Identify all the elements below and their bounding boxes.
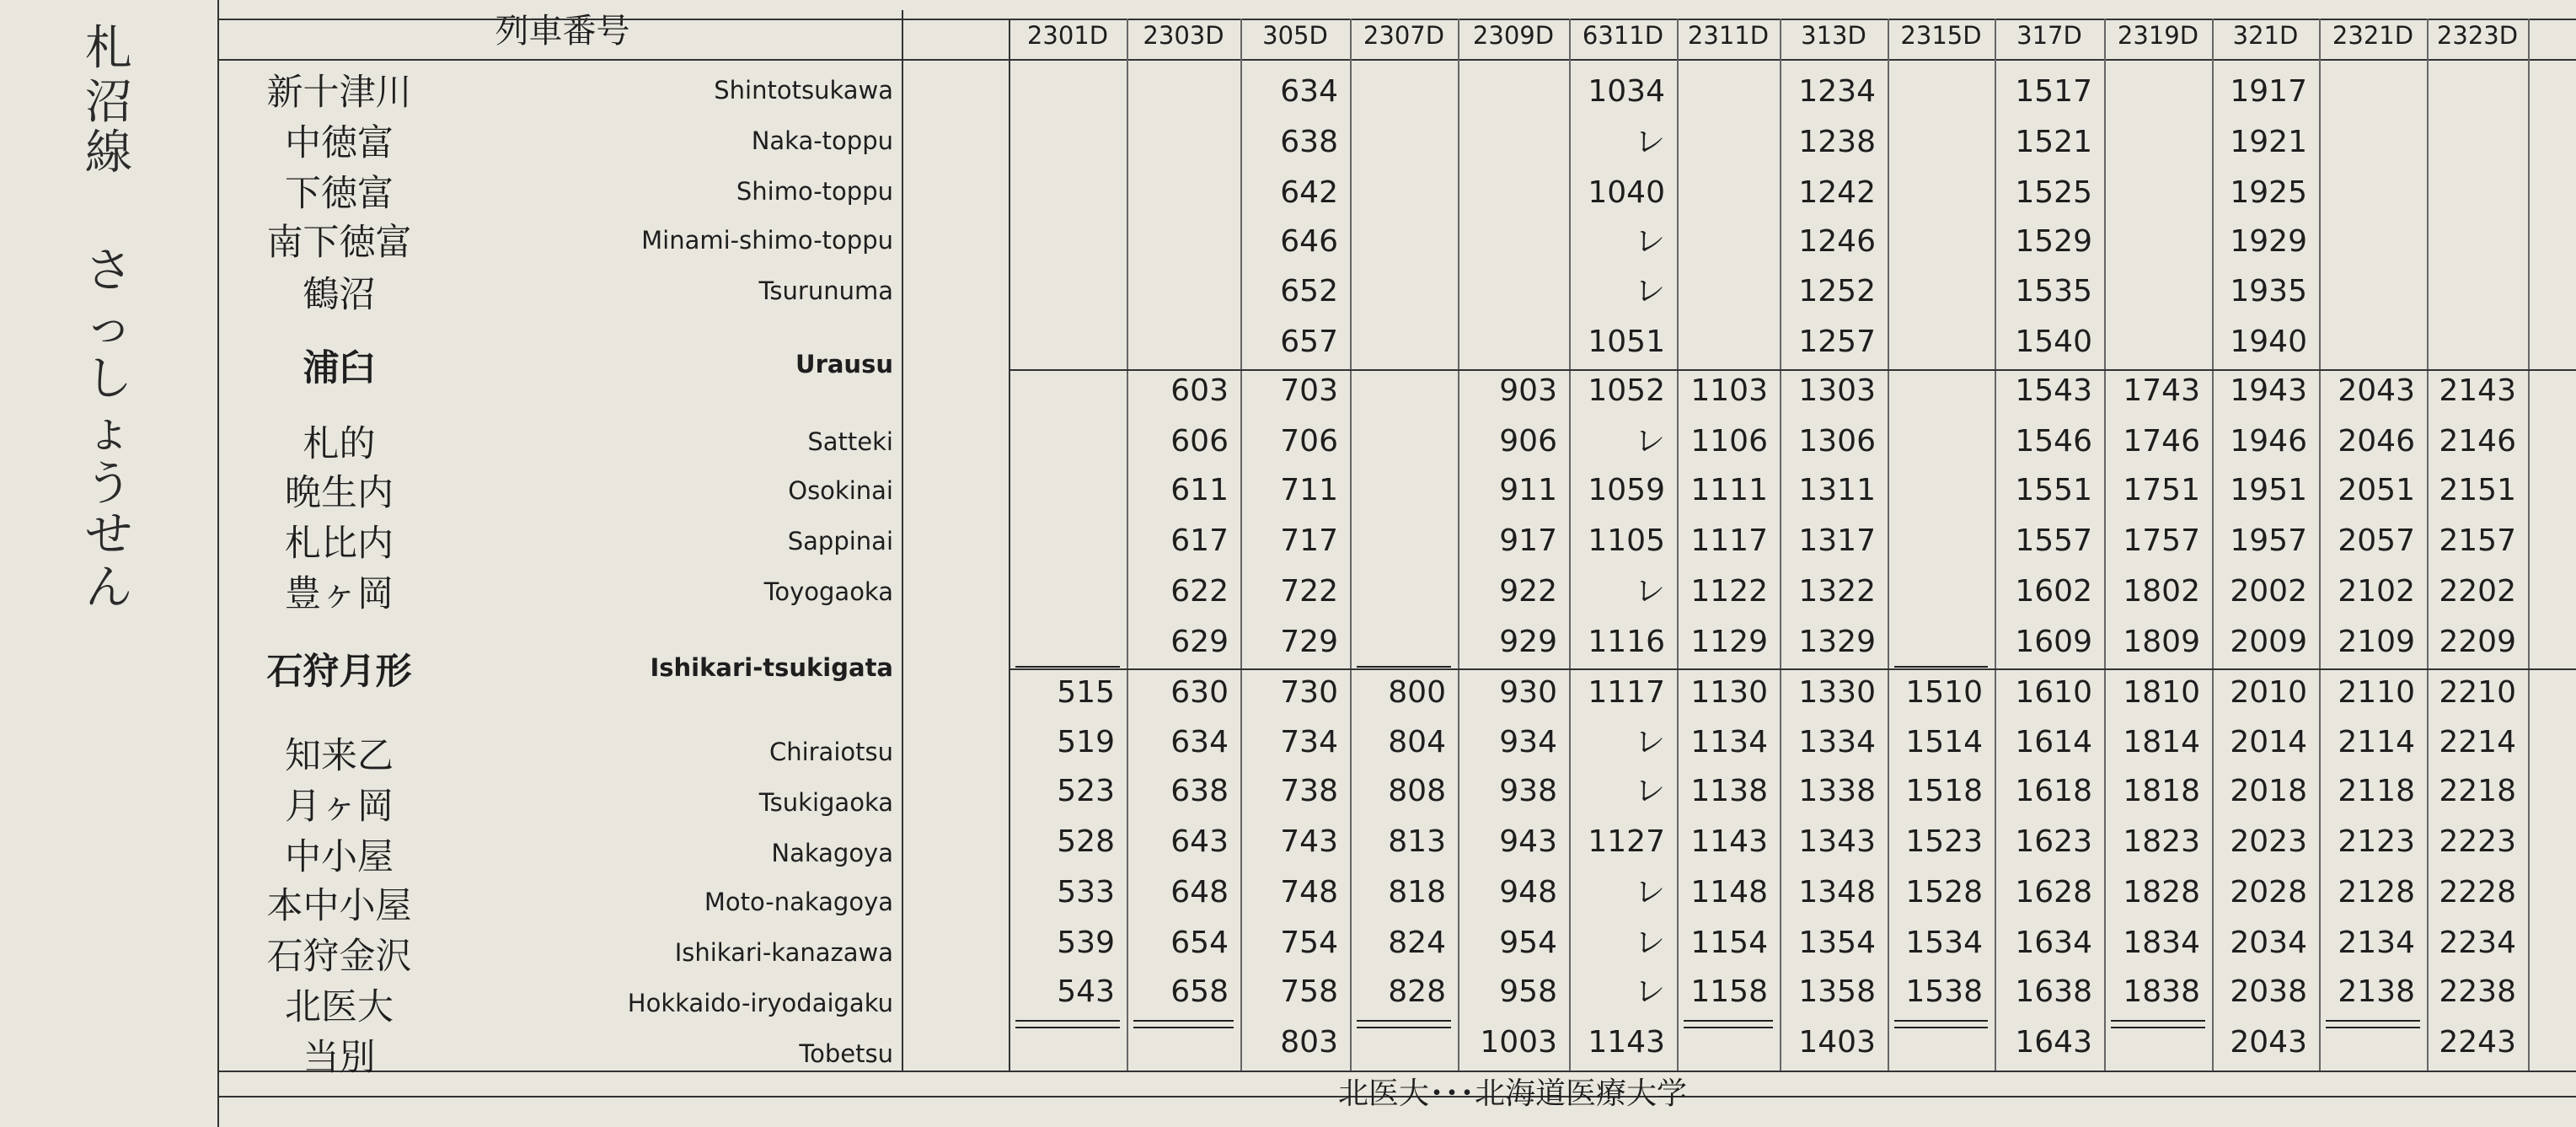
time-cell: レ bbox=[1634, 974, 1665, 1009]
time-cell: 1129 bbox=[1690, 625, 1768, 659]
time-cell: 1105 bbox=[1588, 523, 1665, 558]
time-cell: 1943 bbox=[2230, 373, 2307, 408]
train-number: 2321D bbox=[2332, 21, 2414, 50]
time-cell: 1602 bbox=[2015, 574, 2092, 609]
line-title-char: 線 bbox=[85, 126, 132, 180]
time-cell: 2009 bbox=[2230, 625, 2307, 659]
time-cell: 1514 bbox=[1905, 725, 1983, 759]
time-cell: 1246 bbox=[1798, 224, 1876, 259]
station-name-en: Moto-nakagoya bbox=[704, 888, 893, 916]
time-cell: 729 bbox=[1280, 625, 1338, 659]
time-cell: 804 bbox=[1388, 725, 1446, 759]
time-cell: 1925 bbox=[2230, 175, 2307, 210]
terminus-mark bbox=[1684, 1027, 1773, 1028]
time-cell: 2202 bbox=[2439, 574, 2516, 609]
station-name-en: Chiraiotsu bbox=[769, 738, 893, 766]
terminus-mark bbox=[2111, 1027, 2205, 1028]
time-cell: 1034 bbox=[1588, 74, 1665, 109]
grid-line bbox=[217, 1071, 2576, 1072]
time-cell: 2118 bbox=[2338, 774, 2415, 808]
time-cell: 1242 bbox=[1798, 175, 1876, 210]
time-cell: 930 bbox=[1499, 675, 1557, 710]
grid-line bbox=[1009, 668, 2576, 670]
time-cell: 643 bbox=[1170, 824, 1229, 859]
grid-line bbox=[1350, 19, 1352, 1071]
time-cell: 1957 bbox=[2230, 523, 2307, 558]
time-cell: 2014 bbox=[2230, 725, 2307, 759]
time-cell: レ bbox=[1634, 875, 1665, 910]
time-cell: 1757 bbox=[2123, 523, 2200, 558]
train-number: 2309D bbox=[1472, 21, 1555, 50]
time-cell: 1003 bbox=[1480, 1025, 1557, 1060]
time-cell: 903 bbox=[1499, 373, 1557, 408]
time-cell: 1834 bbox=[2123, 926, 2200, 960]
time-cell: 2134 bbox=[2338, 926, 2415, 960]
time-cell: 2128 bbox=[2338, 875, 2415, 910]
time-cell: 1551 bbox=[2015, 473, 2092, 507]
time-cell: 1610 bbox=[2015, 675, 2092, 710]
time-cell: 958 bbox=[1499, 974, 1557, 1009]
time-cell: 1535 bbox=[2015, 274, 2092, 309]
time-cell: 1330 bbox=[1798, 675, 1876, 710]
time-cell: 1951 bbox=[2230, 473, 2307, 507]
time-cell: 2046 bbox=[2338, 424, 2415, 459]
time-cell: 748 bbox=[1280, 875, 1338, 910]
time-cell: 539 bbox=[1057, 926, 1115, 960]
time-cell: 657 bbox=[1280, 325, 1338, 359]
time-cell: 917 bbox=[1499, 523, 1557, 558]
time-cell: 1746 bbox=[2123, 424, 2200, 459]
time-cell: 2114 bbox=[2338, 725, 2415, 759]
station-name-jp: 鶴沼 bbox=[303, 274, 376, 316]
time-cell: 730 bbox=[1280, 675, 1338, 710]
station-name-jp: 浦臼 bbox=[303, 347, 376, 389]
time-cell: 2214 bbox=[2439, 725, 2516, 759]
grid-line bbox=[2528, 19, 2530, 1071]
station-name-en: Minami-shimo-toppu bbox=[641, 226, 893, 255]
station-name-en: Ishikari-kanazawa bbox=[674, 938, 893, 967]
time-cell: 543 bbox=[1057, 974, 1115, 1009]
time-cell: レ bbox=[1634, 574, 1665, 609]
line-title-char: ん bbox=[85, 561, 132, 615]
time-cell: 2043 bbox=[2338, 373, 2415, 408]
time-cell: 2123 bbox=[2338, 824, 2415, 859]
time-cell: 818 bbox=[1388, 875, 1446, 910]
station-name-jp: 中小屋 bbox=[285, 836, 394, 878]
station-name-en: Shimo-toppu bbox=[736, 177, 893, 206]
time-cell: 1528 bbox=[1905, 875, 1983, 910]
station-name-jp: 月ヶ岡 bbox=[285, 786, 394, 828]
time-cell: 2038 bbox=[2230, 974, 2307, 1009]
time-cell: レ bbox=[1634, 424, 1665, 459]
station-name-jp: 本中小屋 bbox=[266, 885, 412, 927]
station-name-jp: 札的 bbox=[303, 423, 376, 465]
time-cell: 2238 bbox=[2439, 974, 2516, 1009]
time-cell: 1148 bbox=[1690, 875, 1768, 910]
time-cell: 711 bbox=[1280, 473, 1338, 507]
station-name-jp: 当別 bbox=[303, 1037, 376, 1079]
time-cell: 2057 bbox=[2338, 523, 2415, 558]
station-name-jp: 中徳富 bbox=[285, 122, 394, 164]
time-cell: レ bbox=[1634, 274, 1665, 309]
time-cell: 1618 bbox=[2015, 774, 2092, 808]
time-cell: レ bbox=[1634, 125, 1665, 159]
time-cell: 2143 bbox=[2439, 373, 2516, 408]
time-cell: 1134 bbox=[1690, 725, 1768, 759]
grid-line bbox=[1009, 369, 2576, 371]
time-cell: 2051 bbox=[2338, 473, 2415, 507]
time-cell: 622 bbox=[1170, 574, 1229, 609]
time-cell: 523 bbox=[1057, 774, 1115, 808]
train-number-header: 列車番号 bbox=[495, 12, 630, 51]
time-cell: 1343 bbox=[1798, 824, 1876, 859]
time-cell: 922 bbox=[1499, 574, 1557, 609]
grid-line bbox=[1009, 19, 1010, 1071]
station-name-en: Naka-toppu bbox=[751, 126, 893, 155]
line-title-column bbox=[0, 0, 219, 1127]
station-name-jp: 北医大 bbox=[285, 986, 394, 1028]
time-cell: 1322 bbox=[1798, 574, 1876, 609]
time-cell: 606 bbox=[1170, 424, 1229, 459]
time-cell: 2109 bbox=[2338, 625, 2415, 659]
train-number: 2323D bbox=[2436, 21, 2519, 50]
terminus-mark bbox=[1133, 1020, 1234, 1022]
time-cell: 717 bbox=[1280, 523, 1338, 558]
terminus-mark bbox=[2111, 1020, 2205, 1022]
train-number: 2303D bbox=[1143, 21, 1224, 50]
time-cell: 738 bbox=[1280, 774, 1338, 808]
station-name-en: Toyogaoka bbox=[763, 577, 893, 606]
time-cell: 533 bbox=[1057, 875, 1115, 910]
station-name-jp: 札比内 bbox=[285, 523, 394, 565]
terminus-mark bbox=[2326, 1020, 2420, 1022]
time-cell: 1518 bbox=[1905, 774, 1983, 808]
time-cell: 2018 bbox=[2230, 774, 2307, 808]
time-cell: 2234 bbox=[2439, 926, 2516, 960]
time-cell: 2023 bbox=[2230, 824, 2307, 859]
time-cell: 906 bbox=[1499, 424, 1557, 459]
time-cell: 515 bbox=[1057, 675, 1115, 710]
time-cell: 1143 bbox=[1690, 824, 1768, 859]
time-cell: 1306 bbox=[1798, 424, 1876, 459]
line-title-char: う bbox=[85, 457, 132, 512]
time-cell: 754 bbox=[1280, 926, 1338, 960]
time-cell: 629 bbox=[1170, 625, 1229, 659]
time-cell: レ bbox=[1634, 224, 1665, 259]
time-cell: 634 bbox=[1280, 74, 1338, 109]
time-cell: 1634 bbox=[2015, 926, 2092, 960]
time-cell: 1628 bbox=[2015, 875, 2092, 910]
time-cell: 722 bbox=[1280, 574, 1338, 609]
time-cell: 2010 bbox=[2230, 675, 2307, 710]
time-cell: 1543 bbox=[2015, 373, 2092, 408]
time-cell: 1917 bbox=[2230, 74, 2307, 109]
station-name-jp: 晩生内 bbox=[285, 472, 394, 514]
time-cell: 1311 bbox=[1798, 473, 1876, 507]
time-cell: 1517 bbox=[2015, 74, 2092, 109]
line-title-char: っ bbox=[85, 299, 132, 354]
train-number: 2315D bbox=[1900, 21, 1982, 50]
grid-line bbox=[217, 59, 2576, 61]
station-name-en: Tsukigaoka bbox=[758, 788, 893, 817]
time-cell: 2002 bbox=[2230, 574, 2307, 609]
time-cell: 1521 bbox=[2015, 125, 2092, 159]
station-name-en: Osokinai bbox=[788, 476, 893, 505]
time-cell: 1929 bbox=[2230, 224, 2307, 259]
time-cell: 638 bbox=[1170, 774, 1229, 808]
time-cell: 1623 bbox=[2015, 824, 2092, 859]
time-cell: 1802 bbox=[2123, 574, 2200, 609]
time-cell: 1052 bbox=[1588, 373, 1665, 408]
time-cell: 808 bbox=[1388, 774, 1446, 808]
terminus-mark bbox=[1357, 1020, 1451, 1022]
time-cell: 758 bbox=[1280, 974, 1338, 1009]
time-cell: 828 bbox=[1388, 974, 1446, 1009]
time-cell: 800 bbox=[1388, 675, 1446, 710]
time-cell: 954 bbox=[1499, 926, 1557, 960]
station-name-jp: 南下徳富 bbox=[266, 222, 412, 264]
time-cell: 1117 bbox=[1690, 523, 1768, 558]
time-cell: 638 bbox=[1280, 125, 1338, 159]
time-cell: 2228 bbox=[2439, 875, 2516, 910]
time-cell: 2102 bbox=[2338, 574, 2415, 609]
station-name-en: Tsurunuma bbox=[758, 276, 893, 305]
time-cell: 646 bbox=[1280, 224, 1338, 259]
train-number: 6311D bbox=[1582, 21, 1664, 50]
time-cell: 1238 bbox=[1798, 125, 1876, 159]
train-number: 2307D bbox=[1363, 21, 1445, 50]
time-cell: 611 bbox=[1170, 473, 1229, 507]
time-cell: 1040 bbox=[1588, 175, 1665, 210]
time-cell: 1540 bbox=[2015, 325, 2092, 359]
station-name-en: Sappinai bbox=[787, 527, 893, 555]
origin-mark bbox=[1015, 666, 1120, 668]
time-cell: 1154 bbox=[1690, 926, 1768, 960]
time-cell: 1743 bbox=[2123, 373, 2200, 408]
origin-mark bbox=[1894, 666, 1988, 668]
time-cell: 1838 bbox=[2123, 974, 2200, 1009]
time-cell: 1823 bbox=[2123, 824, 2200, 859]
train-number: 305D bbox=[1262, 21, 1328, 50]
time-cell: 1529 bbox=[2015, 224, 2092, 259]
time-cell: 1329 bbox=[1798, 625, 1876, 659]
time-cell: 938 bbox=[1499, 774, 1557, 808]
time-cell: 1059 bbox=[1588, 473, 1665, 507]
station-name-en: Urausu bbox=[795, 350, 893, 378]
terminus-mark bbox=[1015, 1027, 1120, 1028]
time-cell: 1116 bbox=[1588, 625, 1665, 659]
time-cell: 943 bbox=[1499, 824, 1557, 859]
time-cell: 1158 bbox=[1690, 974, 1768, 1009]
time-cell: 2243 bbox=[2439, 1025, 2516, 1060]
time-cell: 2034 bbox=[2230, 926, 2307, 960]
time-cell: 654 bbox=[1170, 926, 1229, 960]
station-name-jp: 下徳富 bbox=[285, 173, 394, 215]
time-cell: 1818 bbox=[2123, 774, 2200, 808]
train-number: 2319D bbox=[2117, 21, 2199, 50]
line-title-char: ょ bbox=[85, 404, 132, 459]
time-cell: 652 bbox=[1280, 274, 1338, 309]
time-cell: 934 bbox=[1499, 725, 1557, 759]
terminus-mark bbox=[1684, 1020, 1773, 1022]
time-cell: 1809 bbox=[2123, 625, 2200, 659]
train-number: 317D bbox=[2016, 21, 2082, 50]
time-cell: 1751 bbox=[2123, 473, 2200, 507]
time-cell: 658 bbox=[1170, 974, 1229, 1009]
time-cell: 1921 bbox=[2230, 125, 2307, 159]
footnote: 北医大･･･北海道医療大学 bbox=[1337, 1076, 1687, 1111]
station-name-jp: 石狩月形 bbox=[266, 651, 412, 693]
time-cell: 2157 bbox=[2439, 523, 2516, 558]
time-cell: 803 bbox=[1280, 1025, 1338, 1060]
station-name-jp: 知来乙 bbox=[285, 735, 394, 777]
time-cell: 1348 bbox=[1798, 875, 1876, 910]
time-cell: 1609 bbox=[2015, 625, 2092, 659]
time-cell: 642 bbox=[1280, 175, 1338, 210]
station-name-jp: 新十津川 bbox=[266, 72, 412, 114]
time-cell: レ bbox=[1634, 725, 1665, 759]
time-cell: 648 bbox=[1170, 875, 1229, 910]
time-cell: 1403 bbox=[1798, 1025, 1876, 1060]
line-title-char: 札 bbox=[85, 21, 132, 76]
time-cell: 519 bbox=[1057, 725, 1115, 759]
station-name-jp: 石狩金沢 bbox=[266, 936, 412, 978]
time-cell: 743 bbox=[1280, 824, 1338, 859]
terminus-mark bbox=[1015, 1020, 1120, 1022]
time-cell: 2043 bbox=[2230, 1025, 2307, 1060]
time-cell: 1354 bbox=[1798, 926, 1876, 960]
time-cell: 1546 bbox=[2015, 424, 2092, 459]
origin-mark bbox=[1357, 666, 1451, 668]
time-cell: 1138 bbox=[1690, 774, 1768, 808]
time-cell: 603 bbox=[1170, 373, 1229, 408]
time-cell: 1334 bbox=[1798, 725, 1876, 759]
time-cell: 1643 bbox=[2015, 1025, 2092, 1060]
train-number: 2301D bbox=[1026, 21, 1109, 50]
time-cell: 1234 bbox=[1798, 74, 1876, 109]
station-name-en: Ishikari-tsukigata bbox=[650, 653, 893, 682]
time-cell: 1106 bbox=[1690, 424, 1768, 459]
station-name-en: Tobetsu bbox=[799, 1039, 893, 1068]
station-name-en: Shintotsukawa bbox=[714, 76, 893, 105]
time-cell: 1252 bbox=[1798, 274, 1876, 309]
time-cell: 1557 bbox=[2015, 523, 2092, 558]
time-cell: 1940 bbox=[2230, 325, 2307, 359]
time-cell: 1143 bbox=[1588, 1025, 1665, 1060]
time-cell: 2146 bbox=[2439, 424, 2516, 459]
station-name-en: Hokkaido-iryodaigaku bbox=[627, 989, 893, 1017]
time-cell: 1103 bbox=[1690, 373, 1768, 408]
time-cell: 1127 bbox=[1588, 824, 1665, 859]
time-cell: 706 bbox=[1280, 424, 1338, 459]
time-cell: 703 bbox=[1280, 373, 1338, 408]
time-cell: レ bbox=[1634, 926, 1665, 960]
time-cell: 1358 bbox=[1798, 974, 1876, 1009]
time-cell: 1935 bbox=[2230, 274, 2307, 309]
time-cell: 734 bbox=[1280, 725, 1338, 759]
time-cell: 948 bbox=[1499, 875, 1557, 910]
time-cell: 1117 bbox=[1588, 675, 1665, 710]
time-cell: 2210 bbox=[2439, 675, 2516, 710]
line-title-char: し bbox=[85, 352, 132, 406]
train-number: 321D bbox=[2232, 21, 2299, 50]
time-cell: 1303 bbox=[1798, 373, 1876, 408]
time-cell: 2218 bbox=[2439, 774, 2516, 808]
terminus-mark bbox=[1894, 1020, 1988, 1022]
time-cell: 2110 bbox=[2338, 675, 2415, 710]
station-name-jp: 豊ヶ岡 bbox=[285, 573, 394, 615]
time-cell: 2028 bbox=[2230, 875, 2307, 910]
grid-line bbox=[1888, 19, 1889, 1071]
time-cell: 1523 bbox=[1905, 824, 1983, 859]
time-cell: 1111 bbox=[1690, 473, 1768, 507]
time-cell: 528 bbox=[1057, 824, 1115, 859]
station-name-en: Satteki bbox=[807, 427, 893, 456]
time-cell: 1338 bbox=[1798, 774, 1876, 808]
time-cell: 1638 bbox=[2015, 974, 2092, 1009]
time-cell: 1614 bbox=[2015, 725, 2092, 759]
time-cell: 2223 bbox=[2439, 824, 2516, 859]
time-cell: 1051 bbox=[1588, 325, 1665, 359]
time-cell: 1525 bbox=[2015, 175, 2092, 210]
train-number: 2311D bbox=[1687, 21, 1770, 50]
time-cell: 2151 bbox=[2439, 473, 2516, 507]
time-cell: 929 bbox=[1499, 625, 1557, 659]
time-cell: 1122 bbox=[1690, 574, 1768, 609]
time-cell: 2209 bbox=[2439, 625, 2516, 659]
time-cell: 1828 bbox=[2123, 875, 2200, 910]
line-title-char: さ bbox=[85, 244, 132, 298]
grid-line bbox=[902, 10, 903, 1071]
terminus-mark bbox=[1133, 1027, 1234, 1028]
time-cell: 617 bbox=[1170, 523, 1229, 558]
time-cell: 1317 bbox=[1798, 523, 1876, 558]
time-cell: 1510 bbox=[1905, 675, 1983, 710]
terminus-mark bbox=[1357, 1027, 1451, 1028]
station-name-en: Nakagoya bbox=[771, 839, 893, 867]
time-cell: 1257 bbox=[1798, 325, 1876, 359]
time-cell: 1130 bbox=[1690, 675, 1768, 710]
time-cell: 1814 bbox=[2123, 725, 2200, 759]
train-number: 313D bbox=[1801, 21, 1866, 50]
time-cell: 634 bbox=[1170, 725, 1229, 759]
time-cell: 1810 bbox=[2123, 675, 2200, 710]
time-cell: レ bbox=[1634, 774, 1665, 808]
line-title-char: 沼 bbox=[85, 75, 132, 130]
terminus-mark bbox=[2326, 1027, 2420, 1028]
time-cell: 2138 bbox=[2338, 974, 2415, 1009]
line-title-char: せ bbox=[85, 507, 132, 562]
time-cell: 813 bbox=[1388, 824, 1446, 859]
time-cell: 1538 bbox=[1905, 974, 1983, 1009]
time-cell: 824 bbox=[1388, 926, 1446, 960]
time-cell: 1534 bbox=[1905, 926, 1983, 960]
time-cell: 1946 bbox=[2230, 424, 2307, 459]
time-cell: 630 bbox=[1170, 675, 1229, 710]
time-cell: 911 bbox=[1499, 473, 1557, 507]
terminus-mark bbox=[1894, 1027, 1988, 1028]
